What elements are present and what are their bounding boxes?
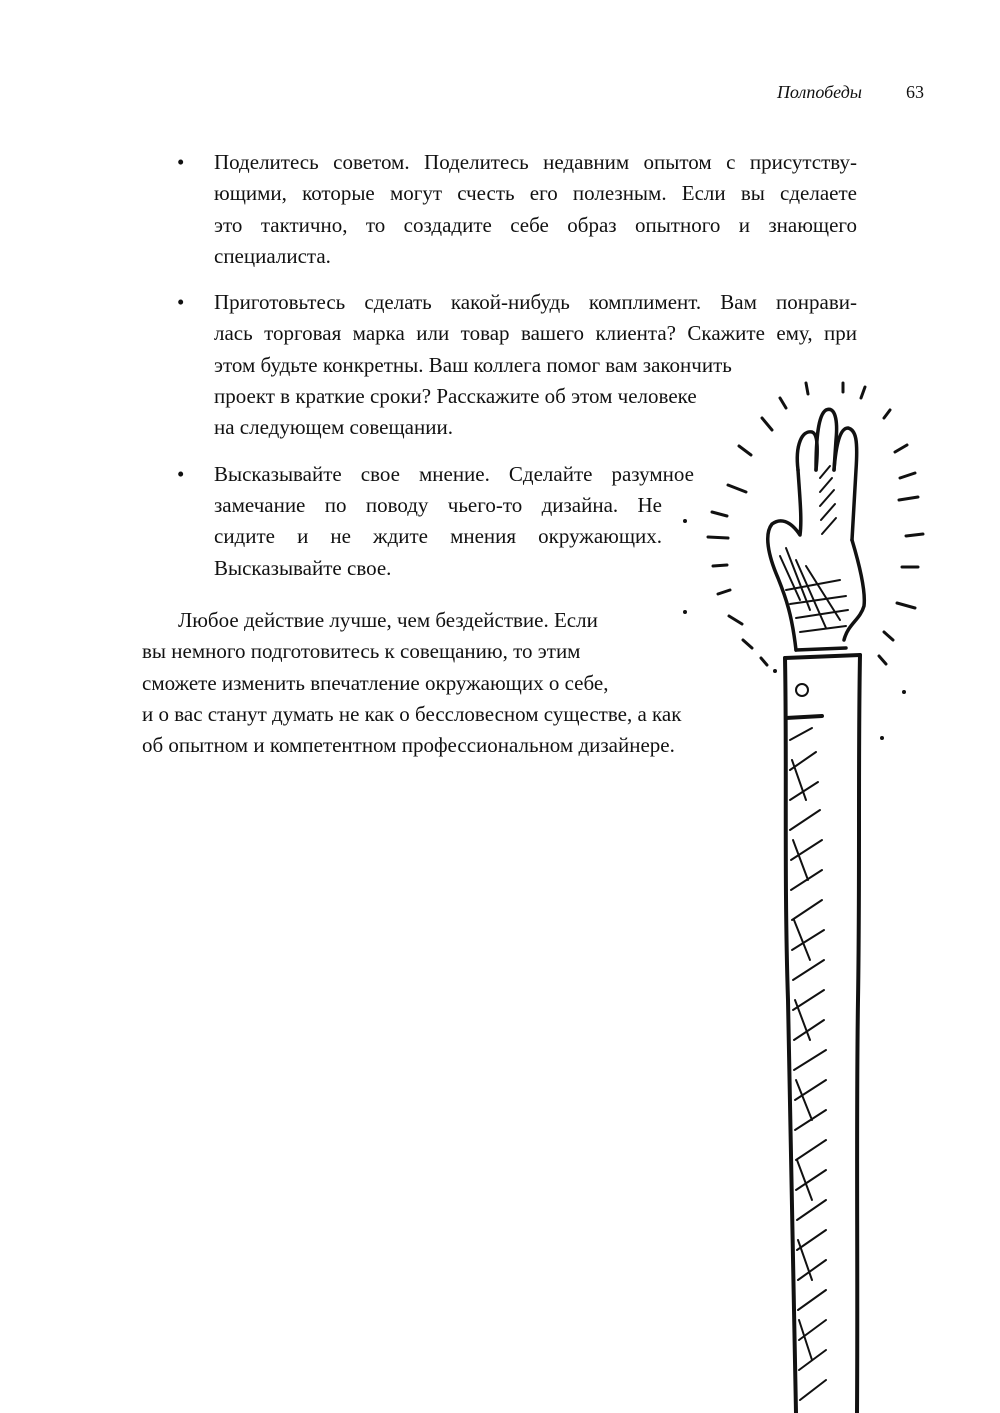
- text-line: лась торговая марка или товар вашего клиента? Скажите ему, при: [214, 321, 857, 346]
- text-line: проект в краткие сроки? Расскажите об этом человеке: [214, 384, 697, 409]
- list-item: [177, 147, 857, 272]
- text-line: Поделитесь советом. Поделитесь недавним опытом с присутству-: [214, 150, 857, 174]
- bullet-marker: •: [177, 150, 185, 174]
- text-line: замечание по поводу чьего-то дизайна. Не: [214, 492, 662, 517]
- text-line: сможете изменить впечатление окружающих о себе,: [142, 670, 609, 695]
- running-head: [777, 82, 924, 103]
- text-line: Приготовьтесь сделать какой-нибудь комплимент. Вам понрави-: [214, 290, 857, 315]
- text-line: Высказывайте свое мнение. Сделайте разумное: [214, 461, 694, 486]
- running-title: Полпобеды: [776, 82, 862, 102]
- text-line: это тактично, то создадите себе образ опытного и знающего: [214, 212, 857, 237]
- text-line: Любое действие лучше, чем бездействие. Если: [178, 608, 598, 632]
- text-line: Высказывайте свое.: [214, 555, 392, 580]
- cuff-button: [796, 684, 808, 696]
- page-number: 63: [906, 82, 924, 102]
- text-line: ющими, которые могут счесть его полезным. Если вы сделаете: [214, 181, 857, 206]
- text-line: на следующем совещании.: [214, 415, 453, 440]
- text-line: этом будьте конкретны. Ваш коллега помог вам закончить: [214, 352, 732, 377]
- raised-hand-icon: [650, 370, 950, 1413]
- text-line: об опытном и компетентном профессиональном дизайнере.: [142, 733, 675, 758]
- text-line: и о вас станут думать не как о бессловесном существе, а как: [142, 701, 682, 726]
- text-line: вы немного подготовитесь к совещанию, то этим: [142, 639, 581, 664]
- bullet-marker: •: [177, 290, 185, 315]
- hand-outline: [768, 409, 865, 650]
- bullet-marker: •: [177, 461, 185, 486]
- text-line: специалиста.: [214, 243, 331, 268]
- glow-rays: [708, 383, 923, 665]
- arm-outline: [785, 655, 860, 1413]
- hand-hatching: [780, 466, 848, 632]
- body-paragraph: [142, 605, 681, 761]
- text-line: сидите и не ждите мнения окружающих.: [214, 524, 662, 549]
